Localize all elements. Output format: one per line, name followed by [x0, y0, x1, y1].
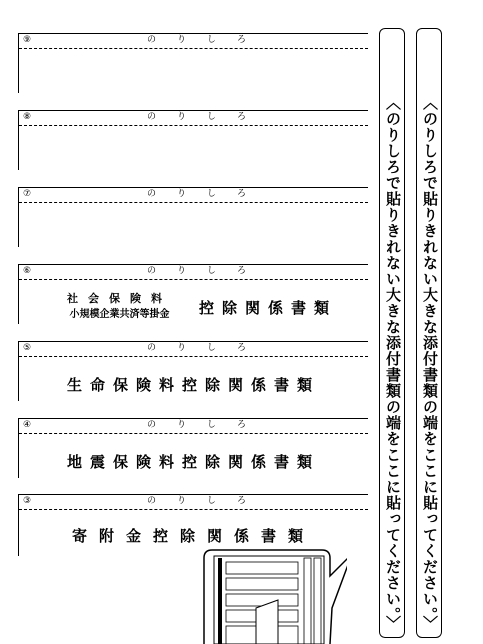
strip-header — [19, 495, 368, 510]
strip-header — [19, 111, 368, 126]
nori-label: のりしろ — [147, 420, 268, 430]
strip-header — [19, 419, 368, 434]
small-enterprise-label: 小規模企業共済等掛金 — [69, 309, 170, 320]
strip-title: 寄附金控除関係書類 — [71, 527, 315, 545]
nori-label: のりしろ — [147, 496, 268, 506]
paste-strip-7 — [18, 187, 368, 247]
vertical-note-box-outer — [416, 28, 442, 638]
strip-title: 生命保険料控除関係書類 — [66, 376, 320, 394]
strip-header — [19, 342, 368, 357]
strip-title: 控除関係書類 — [199, 299, 338, 317]
strip-number: ⑨ — [23, 35, 32, 45]
strip-title: 地震保険料控除関係書類 — [66, 453, 320, 471]
strip-header — [19, 188, 368, 203]
strip-number: ⑦ — [23, 189, 32, 199]
illustration-bubble — [192, 548, 347, 644]
social-insurance-label: 社会保険料 — [67, 292, 172, 305]
strip-number: ⑥ — [23, 266, 32, 276]
vertical-note-box-inner — [379, 28, 405, 638]
paste-strip-3 — [18, 494, 368, 556]
strip-number: ⑧ — [23, 112, 32, 122]
strip-number: ③ — [23, 496, 32, 506]
strip-header — [19, 34, 368, 49]
nori-label: のりしろ — [147, 343, 268, 353]
vertical-note: 〈のりしろで貼りきれない大きな添付書類の端をここに貼ってください。〉 — [384, 95, 402, 632]
strip-number: ⑤ — [23, 343, 32, 353]
strip-title-stacked — [67, 291, 172, 323]
strip-number: ④ — [23, 420, 32, 430]
nori-label: のりしろ — [147, 35, 268, 45]
nori-label: のりしろ — [147, 112, 268, 122]
paste-strip-8 — [18, 110, 368, 170]
nori-label: のりしろ — [147, 266, 268, 276]
strip-header — [19, 265, 368, 280]
nori-label: のりしろ — [147, 189, 268, 199]
paste-strip-5 — [18, 341, 368, 401]
paste-strip-4 — [18, 418, 368, 478]
paste-strip-9 — [18, 33, 368, 93]
vertical-note: 〈のりしろで貼りきれない大きな添付書類の端をここに貼ってください。〉 — [421, 95, 439, 632]
paste-strip-6 — [18, 264, 368, 324]
